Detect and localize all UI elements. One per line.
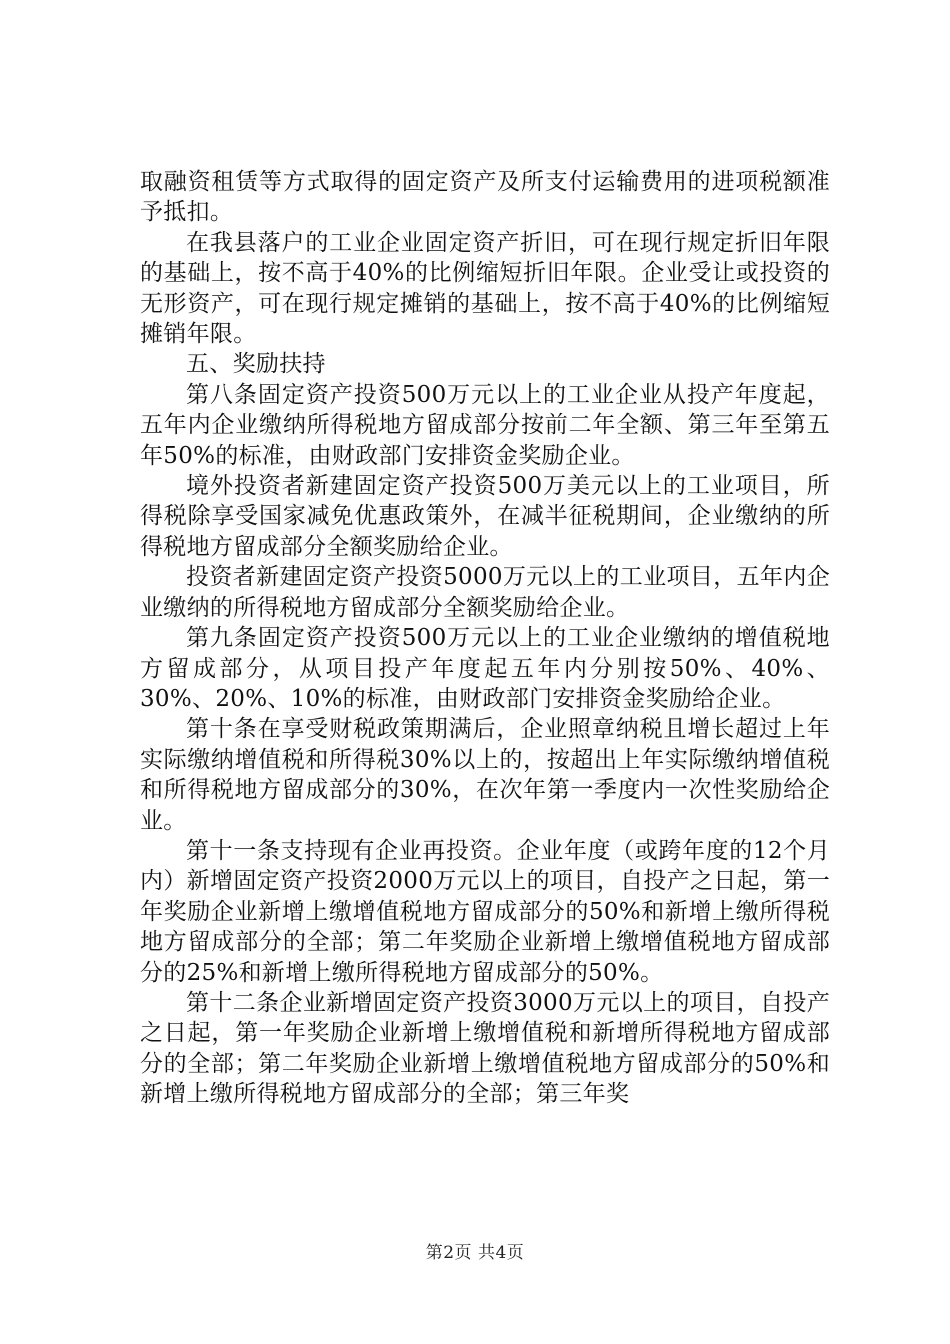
page-number-footer: 第2页 共4页 xyxy=(425,1243,525,1263)
paragraph-large-investment: 投资者新建固定资产投资5000万元以上的工业项目，五年内企业缴纳的所得税地方留成部分全额奖励给企业。 xyxy=(140,564,830,621)
paragraph-continuation: 取融资租赁等方式取得的固定资产及所支付运输费用的进项税额准予抵扣。 xyxy=(140,169,830,226)
paragraph-article-10: 第十条在享受财税政策期满后，企业照章纳税且增长超过上年实际缴纳增值税和所得税30%以上的，按超出上年实际缴纳增值税和所得税地方留成部分的30%，在次年第一季度内一次性奖励给企业。 xyxy=(140,716,830,834)
section-heading-rewards: 五、奖励扶持 xyxy=(186,351,326,378)
paragraph-article-8: 第八条固定资产投资500万元以上的工业企业从投产年度起，五年内企业缴纳所得税地方留成部分按前二年全额、第三年至第五年50%的标准，由财政部门安排资金奖励企业。 xyxy=(140,381,830,469)
paragraph-article-9: 第九条固定资产投资500万元以上的工业企业缴纳的增值税地方留成部分，从项目投产年度起五年内分别按50%、40%、30%、20%、10%的标准，由财政部门安排资金奖励给企业。 xyxy=(140,625,830,712)
paragraph-foreign-investors: 境外投资者新建固定资产投资500万美元以上的工业项目，所得税除享受国家减免优惠政策外，在减半征税期间，企业缴纳的所得税地方留成部分全额奖励给企业。 xyxy=(140,473,830,560)
paragraph-depreciation: 在我县落户的工业企业固定资产折旧，可在现行规定折旧年限的基础上，按不高于40%的比例缩短折旧年限。企业受让或投资的无形资产，可在现行规定摊销的基础上，按不高于40%的比例缩短摊销年限。 xyxy=(140,229,830,348)
document-body xyxy=(140,167,830,1110)
paragraph-article-11: 第十一条支持现有企业再投资。企业年度（或跨年度的12个月内）新增固定资产投资2000万元以上的项目，自投产之日起，第一年奖励企业新增上缴增值税地方留成部分的50%和新增上缴所得税地方留成部分的全部；第二年奖励企业新增上缴增值税地方留成部分的25%和新增上缴所得税地方留成部分的50%。 xyxy=(140,837,830,986)
paragraph-article-12: 第十二条企业新增固定资产投资3000万元以上的项目，自投产之日起，第一年奖励企业新增上缴增值税和新增所得税地方留成部分的全部；第二年奖励企业新增上缴增值税地方留成部分的50%和新增上缴所得税地方留成部分的全部；第三年奖 xyxy=(140,989,830,1108)
